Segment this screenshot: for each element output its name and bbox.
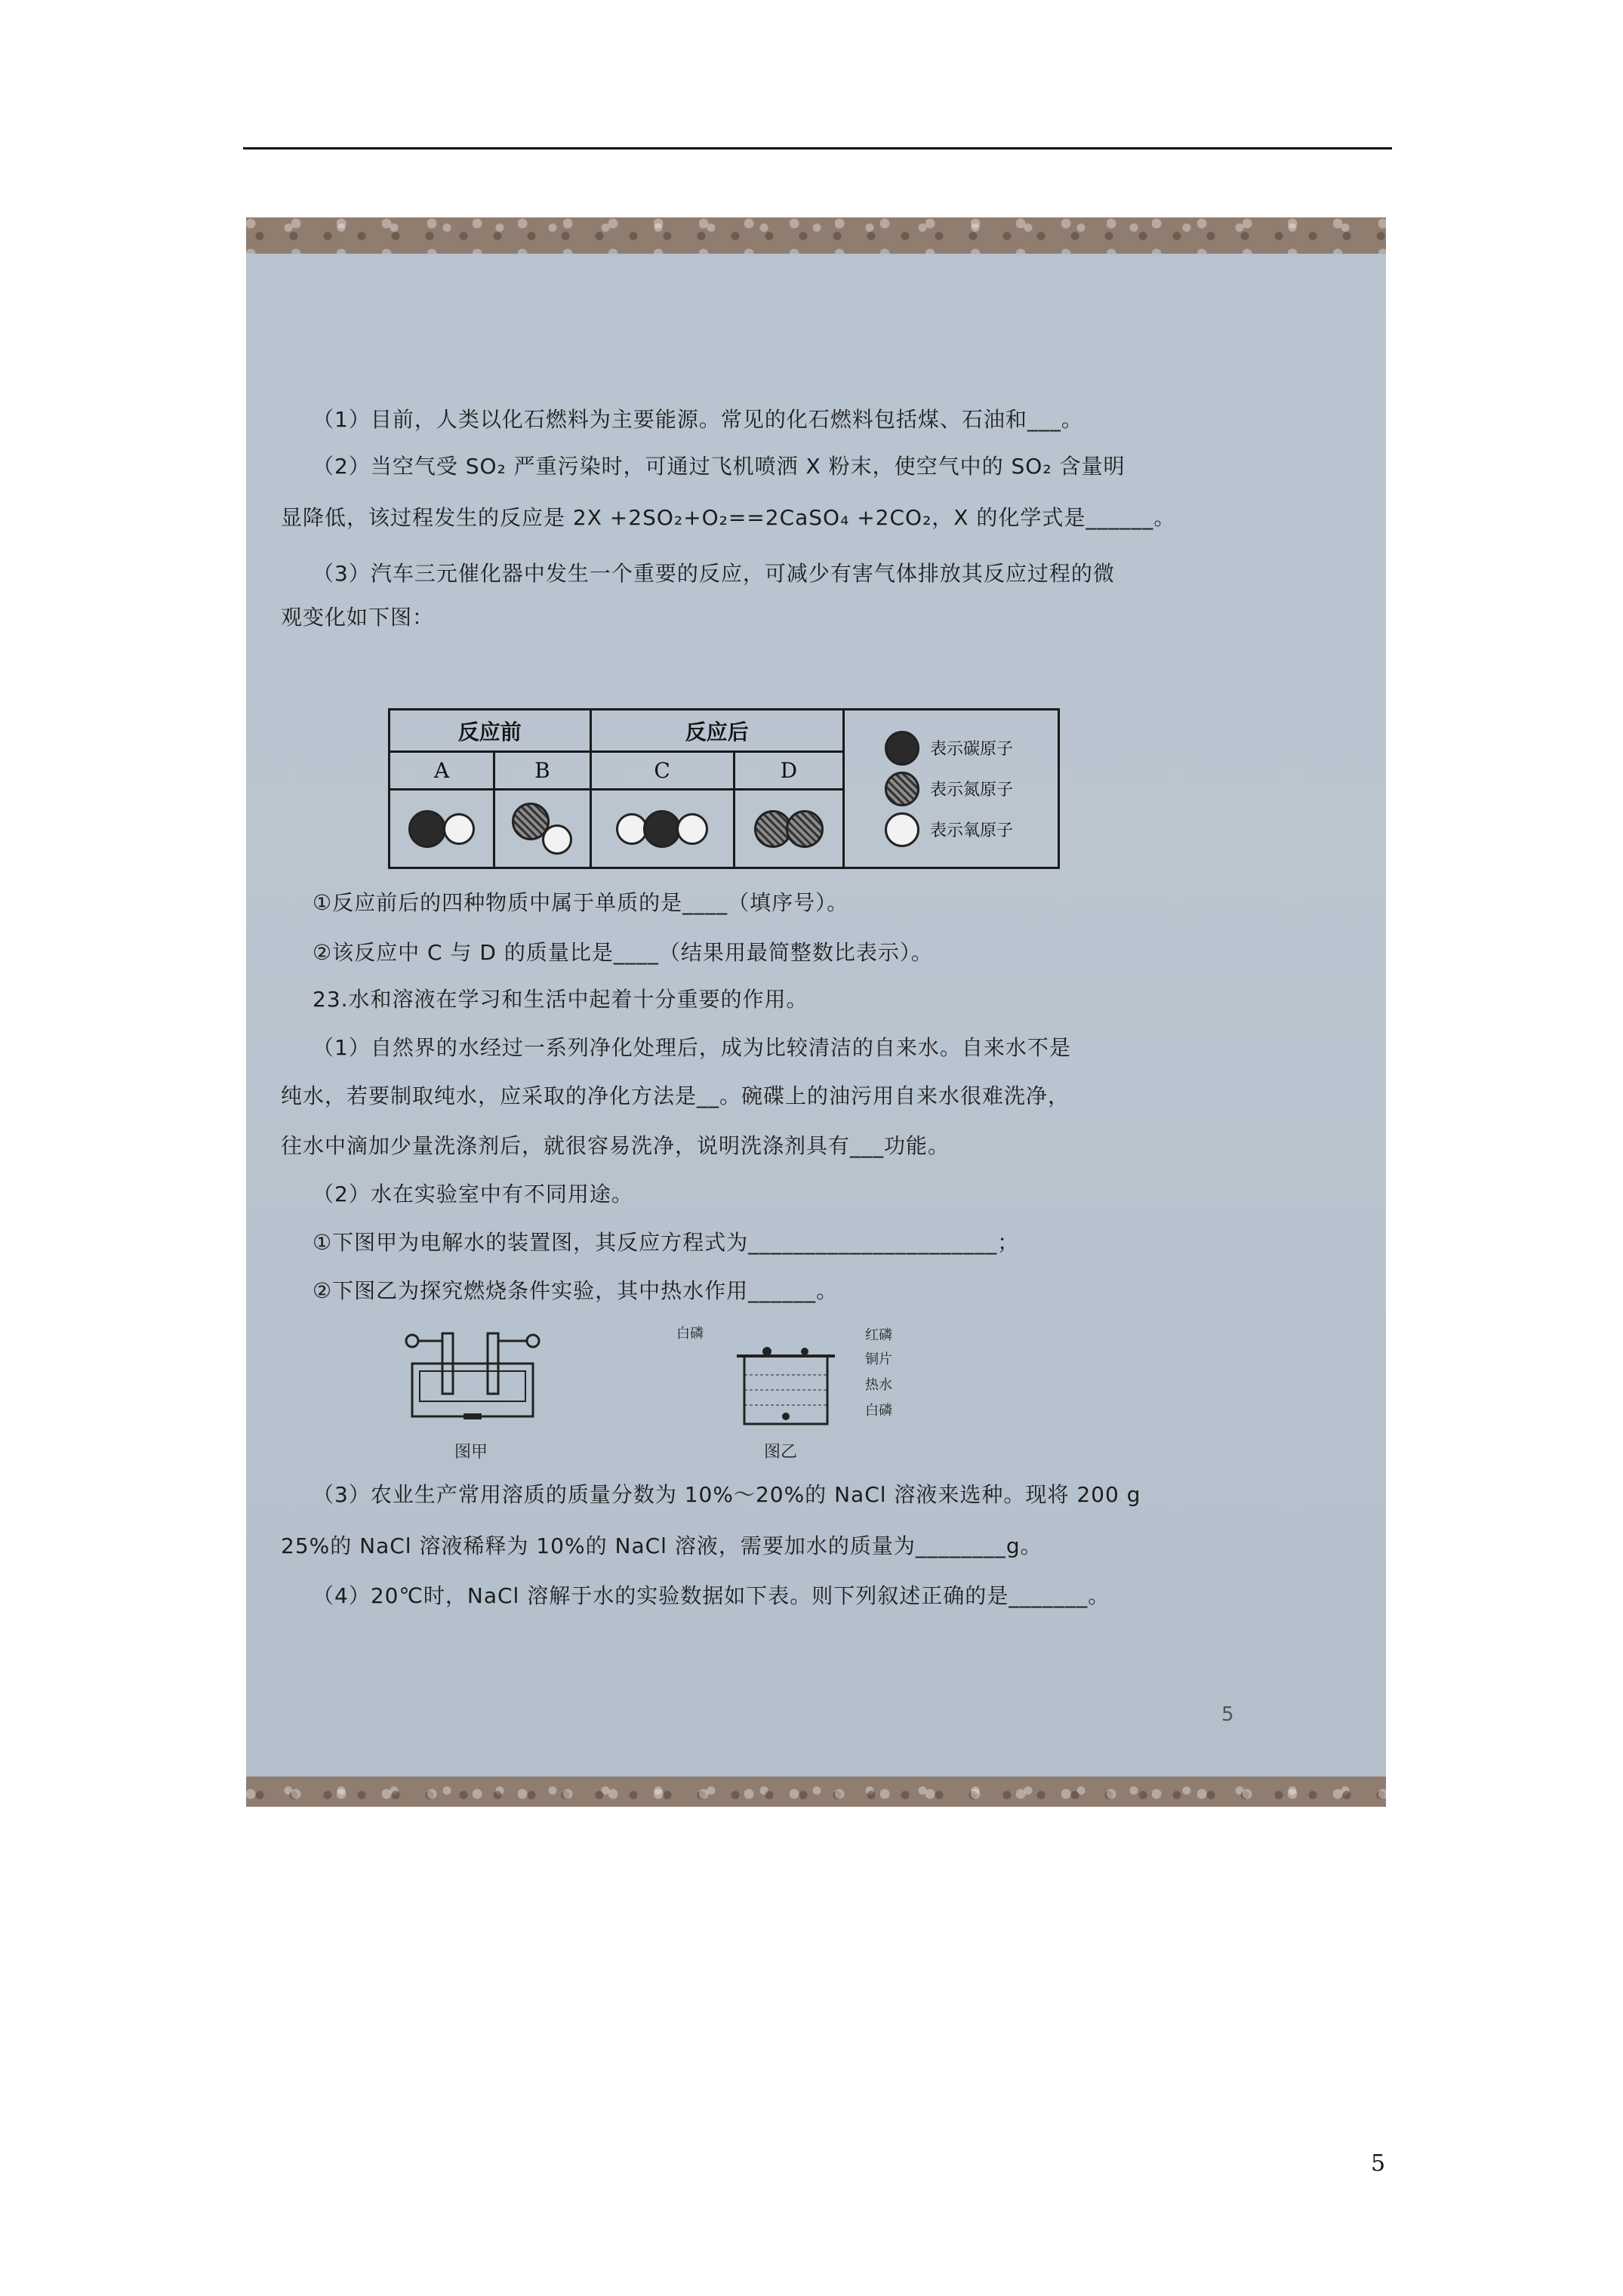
label-tongpian: 铜片: [865, 1351, 892, 1367]
header-before: 反应前: [390, 710, 591, 752]
carbon-atom-icon: [408, 810, 446, 848]
q23-2-i: ①下图甲为电解水的装置图，其反应方程式为______________________；: [313, 1230, 1020, 1255]
q22-2a: （2）当空气受 SO₂ 严重污染时，可通过飞机喷洒 X 粉末，使空气中的 SO₂ 含量明: [313, 454, 1126, 479]
corner-mark: 5: [1221, 1703, 1234, 1726]
label-bailin-top: 白磷: [676, 1326, 704, 1342]
label-honglin: 红磷: [865, 1327, 892, 1343]
q23-4: （4）20℃时，NaCl 溶解于水的实验数据如下表。则下列叙述正确的是_______。: [313, 1583, 1110, 1608]
legend-oxygen: [885, 812, 1057, 847]
oxygen-atom-icon: [676, 813, 708, 845]
reaction-table: [388, 708, 1060, 869]
carbon-atom-icon: [885, 731, 919, 766]
oxygen-atom-icon: [443, 813, 475, 845]
page-number: 5: [1371, 2150, 1386, 2177]
oxygen-atom-icon: [542, 824, 572, 855]
q23-1c: 往水中滴加少量洗涤剂后，就很容易洗净，说明洗涤剂具有___功能。: [281, 1133, 950, 1158]
q22-3-i: ①反应前后的四种物质中属于单质的是____（填序号）。: [313, 890, 849, 915]
q23-1a: （1）自然界的水经过一系列净化处理后，成为比较清洁的自来水。自来水不是: [313, 1035, 1071, 1060]
nitrogen-atom-icon: [786, 810, 824, 848]
q23-3b: 25%的 NaCl 溶液稀释为 10%的 NaCl 溶液，需要加水的质量为________g。: [281, 1533, 1042, 1558]
paper-sheet: [246, 254, 1386, 1777]
q23-1b: 纯水，若要制取纯水，应采取的净化方法是__。碗碟上的油污用自来水很难洗净，: [281, 1083, 1070, 1108]
header-after: 反应后: [590, 710, 843, 752]
molecule-c: [590, 790, 734, 868]
legend-carbon: [885, 731, 1057, 766]
q23-3a: （3）农业生产常用溶质的质量分数为 10%～20%的 NaCl 溶液来选种。现将 200 g: [313, 1482, 1141, 1507]
molecule-b: [494, 790, 590, 868]
nitrogen-atom-icon: [885, 772, 919, 806]
figure-yi-label: 图乙: [764, 1443, 798, 1462]
q22-1: （1）目前，人类以化石燃料为主要能源。常见的化石燃料包括煤、石油和___。: [313, 407, 1083, 432]
legend-carbon-label: 表示碳原子: [930, 740, 1014, 759]
molecule-d: [734, 790, 843, 868]
q23-2-ii: ②下图乙为探究燃烧条件实验，其中热水作用______。: [313, 1278, 839, 1303]
carbon-atom-icon: [643, 810, 681, 848]
combustion-diagram: [722, 1318, 850, 1432]
q23: 23.水和溶液在学习和生活中起着十分重要的作用。: [313, 987, 808, 1012]
header-rule: [243, 147, 1392, 149]
q22-3-ii: ②该反应中 C 与 D 的质量比是____（结果用最简整数比表示）。: [313, 940, 933, 965]
q22-3a: （3）汽车三元催化器中发生一个重要的反应，可减少有害气体排放其反应过程的微: [313, 561, 1115, 586]
oxygen-atom-icon: [885, 812, 919, 847]
q22-2b: 显降低，该过程发生的反应是 2X +2SO₂+O₂==2CaSO₄ +2CO₂，X 的化学式是______。: [281, 505, 1176, 530]
legend-oxygen-label: 表示氧原子: [930, 821, 1014, 840]
q22-3b: 观变化如下图：: [281, 605, 435, 630]
col-c: C: [590, 752, 734, 790]
col-b: B: [494, 752, 590, 790]
figure-jia-label: 图甲: [454, 1443, 488, 1462]
photo: [246, 217, 1386, 1807]
label-bailin-bottom: 白磷: [865, 1403, 892, 1419]
electrolysis-diagram: [397, 1326, 548, 1432]
label-reshui: 热水: [865, 1377, 892, 1393]
legend-nitrogen: [885, 772, 1057, 806]
legend-nitrogen-label: 表示氮原子: [930, 781, 1014, 800]
q23-2: （2）水在实验室中有不同用途。: [313, 1182, 633, 1207]
col-d: D: [734, 752, 843, 790]
molecule-a: [390, 790, 494, 868]
legend-cell: [844, 710, 1059, 868]
col-a: A: [390, 752, 494, 790]
